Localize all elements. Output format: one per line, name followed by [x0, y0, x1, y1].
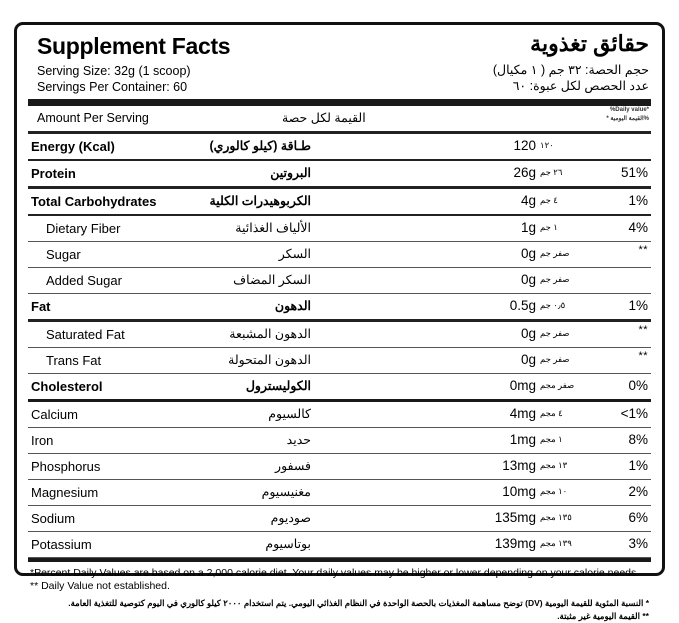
nutrient-name-arabic: الدهون المتحولة	[228, 352, 311, 367]
servings-per-container-english: Servings Per Container: 60	[37, 80, 188, 94]
daily-value-percent: 0%	[628, 377, 648, 393]
serving-size-arabic: حجم الحصة: ٣٢ جم ( ١ مكيال)	[492, 63, 649, 77]
daily-value-percent: 3%	[628, 536, 648, 551]
nutrient-amount-arabic: صفر جم	[540, 274, 570, 284]
nutrient-name-english: Protein	[31, 166, 76, 181]
nutrient-amount-arabic: ١٢٠	[540, 139, 554, 150]
footnote-block	[28, 562, 651, 623]
supplement-facts-panel	[14, 22, 665, 621]
nutrient-amount: 0mg	[509, 377, 536, 393]
nutrient-name-english: Fat	[31, 299, 51, 314]
nutrient-name-english: Magnesium	[31, 485, 99, 500]
daily-value-column-header	[606, 106, 649, 123]
table-row	[28, 216, 651, 241]
nutrient-name-arabic: مغنيسيوم	[261, 485, 311, 499]
label-header	[28, 25, 651, 99]
nutrient-name-english: Added Sugar	[46, 273, 122, 288]
nutrient-amount-arabic: ١٣٥ مجم	[540, 512, 572, 522]
nutrient-amount-arabic: ٢٦ جم	[540, 167, 563, 177]
nutrient-name-arabic: البروتين	[270, 166, 311, 180]
daily-value-percent: 2%	[628, 484, 648, 499]
nutrient-amount: 0.5g	[509, 298, 536, 313]
nutrient-amount: 0g	[520, 272, 536, 287]
nutrient-name-arabic: الكوليسترول	[245, 378, 311, 393]
daily-value-percent: <1%	[620, 406, 648, 421]
nutrient-amount-arabic: ١٠ مجم	[540, 486, 568, 496]
nutrient-amount: 4g	[520, 192, 536, 208]
amount-per-serving-arabic: القيمة لكل حصة	[282, 111, 366, 125]
footnote-english: *Percent Daily Values are based on a 2,000 calorie diet. Your daily values may be higher or lower depending on your calorie needs. ** Daily Value not established.	[30, 566, 640, 592]
nutrient-name-english: Sodium	[31, 511, 76, 526]
nutrient-name-arabic: حديد	[286, 433, 311, 447]
table-row	[28, 242, 651, 267]
nutrient-amount: 139mg	[494, 536, 536, 551]
nutrient-name-english: Cholesterol	[31, 378, 103, 394]
nutrient-name-arabic: صوديوم	[270, 511, 311, 525]
nutrient-amount: 0g	[520, 351, 536, 367]
nutrient-amount-arabic: ٤ مجم	[540, 408, 563, 418]
nutrient-amount: 0g	[520, 325, 536, 341]
nutrient-amount-arabic: صفر مجم	[540, 379, 575, 390]
nutrient-name-english: Iron	[31, 433, 54, 448]
table-row	[28, 480, 651, 505]
daily-value-percent: **	[638, 349, 648, 362]
nutrient-name-english: Potassium	[31, 537, 92, 552]
nutrient-name-arabic: الدهون	[274, 299, 311, 313]
header-divider-bar	[28, 99, 651, 106]
nutrient-amount-arabic: ١٣ مجم	[540, 460, 568, 470]
nutrient-amount-arabic: صفر جم	[540, 248, 570, 258]
amount-per-serving-english: Amount Per Serving	[37, 111, 149, 125]
daily-value-header-arabic: %القيمة اليومية *	[606, 115, 649, 122]
nutrient-amount: 120	[513, 137, 536, 153]
nutrient-name-english: Total Carbohydrates	[31, 193, 157, 209]
nutrient-name-english: Saturated Fat	[46, 326, 125, 342]
table-row	[28, 161, 651, 186]
nutrient-name-english: Phosphorus	[31, 459, 101, 474]
table-row	[28, 428, 651, 453]
daily-value-percent: **	[638, 323, 648, 336]
nutrient-name-english: Energy (Kcal)	[31, 138, 115, 154]
daily-value-percent: 8%	[628, 432, 648, 447]
nutrient-name-arabic: بوتاسيوم	[265, 537, 311, 551]
nutrient-name-arabic: كالسيوم	[268, 407, 311, 421]
amount-per-serving-row	[28, 106, 651, 131]
nutrient-table	[28, 134, 651, 559]
nutrient-name-english: Sugar	[46, 247, 81, 262]
table-row	[28, 402, 651, 427]
nutrient-amount-arabic: ١ جم	[540, 222, 558, 232]
daily-value-percent: 4%	[628, 220, 648, 235]
page-title-english: Supplement Facts	[37, 33, 231, 59]
nutrient-name-english: Calcium	[31, 407, 78, 422]
nutrient-name-arabic: السكر المضاف	[233, 273, 311, 287]
daily-value-percent: 1%	[628, 192, 648, 208]
nutrient-name-arabic: الألياف الغذائية	[235, 221, 311, 235]
nutrient-amount: 13mg	[502, 458, 536, 473]
footnote-arabic: * النسبة المئوية للقيمة اليومية (DV) توضح مساهمة المغذيات بالحصة الواحدة في النظام الغذائي اليومي. يتم استخدام ٢٠٠٠ كيلو كالوري في اليوم كتوصية للتغذية العامة. ** القيمة اليومية غير مثبتة.	[68, 597, 649, 621]
table-row	[28, 532, 651, 557]
nutrient-amount: 1mg	[509, 432, 536, 447]
nutrient-amount-arabic: صفر جم	[540, 353, 570, 364]
daily-value-percent: 1%	[628, 458, 648, 473]
daily-value-percent: 51%	[620, 165, 648, 180]
nutrient-name-arabic: فسفور	[275, 459, 311, 473]
nutrient-name-english: Trans Fat	[46, 352, 102, 368]
table-row	[28, 348, 651, 373]
nutrient-amount-arabic: ٠٫٥ جم	[540, 300, 566, 310]
daily-value-percent: 1%	[628, 298, 648, 313]
nutrient-amount-arabic: ١٣٩ مجم	[540, 538, 572, 548]
table-row	[28, 294, 651, 319]
nutrient-name-arabic: الكربوهيدرات الكلية	[209, 193, 311, 208]
table-row	[28, 374, 651, 399]
table-row	[28, 322, 651, 347]
nutrient-amount: 26g	[513, 165, 536, 180]
serving-size-english: Serving Size: 32g (1 scoop)	[37, 64, 191, 78]
nutrient-name-arabic: السكر	[278, 247, 311, 261]
nutrient-amount: 0g	[520, 246, 536, 261]
nutrient-amount-arabic: ١ مجم	[540, 434, 563, 444]
nutrient-amount-arabic: ٤ جم	[540, 194, 558, 205]
serving-info-arabic	[493, 62, 649, 94]
table-row	[28, 454, 651, 479]
daily-value-header-english: %Daily value*	[609, 107, 649, 113]
table-row	[28, 506, 651, 531]
nutrient-amount-arabic: صفر جم	[540, 327, 570, 338]
table-row	[28, 268, 651, 293]
servings-per-container-arabic: عدد الحصص لكل عبوة: ٦٠	[512, 79, 649, 93]
table-row	[28, 189, 651, 214]
nutrient-amount: 135mg	[494, 510, 536, 525]
daily-value-percent: 6%	[628, 510, 648, 525]
nutrient-name-arabic: طـاقة (كيلو كالوري)	[209, 138, 311, 153]
serving-info-english	[37, 63, 191, 95]
nutrient-amount: 1g	[520, 220, 536, 235]
nutrient-amount: 4mg	[509, 406, 536, 421]
daily-value-percent: **	[638, 244, 648, 256]
nutrient-name-english: Dietary Fiber	[46, 221, 121, 236]
nutrient-name-arabic: الدهون المشبعة	[229, 326, 311, 341]
table-row	[28, 134, 651, 159]
nutrient-amount: 10mg	[502, 484, 536, 499]
page-title-arabic: حقائق تغذوية	[530, 31, 649, 56]
